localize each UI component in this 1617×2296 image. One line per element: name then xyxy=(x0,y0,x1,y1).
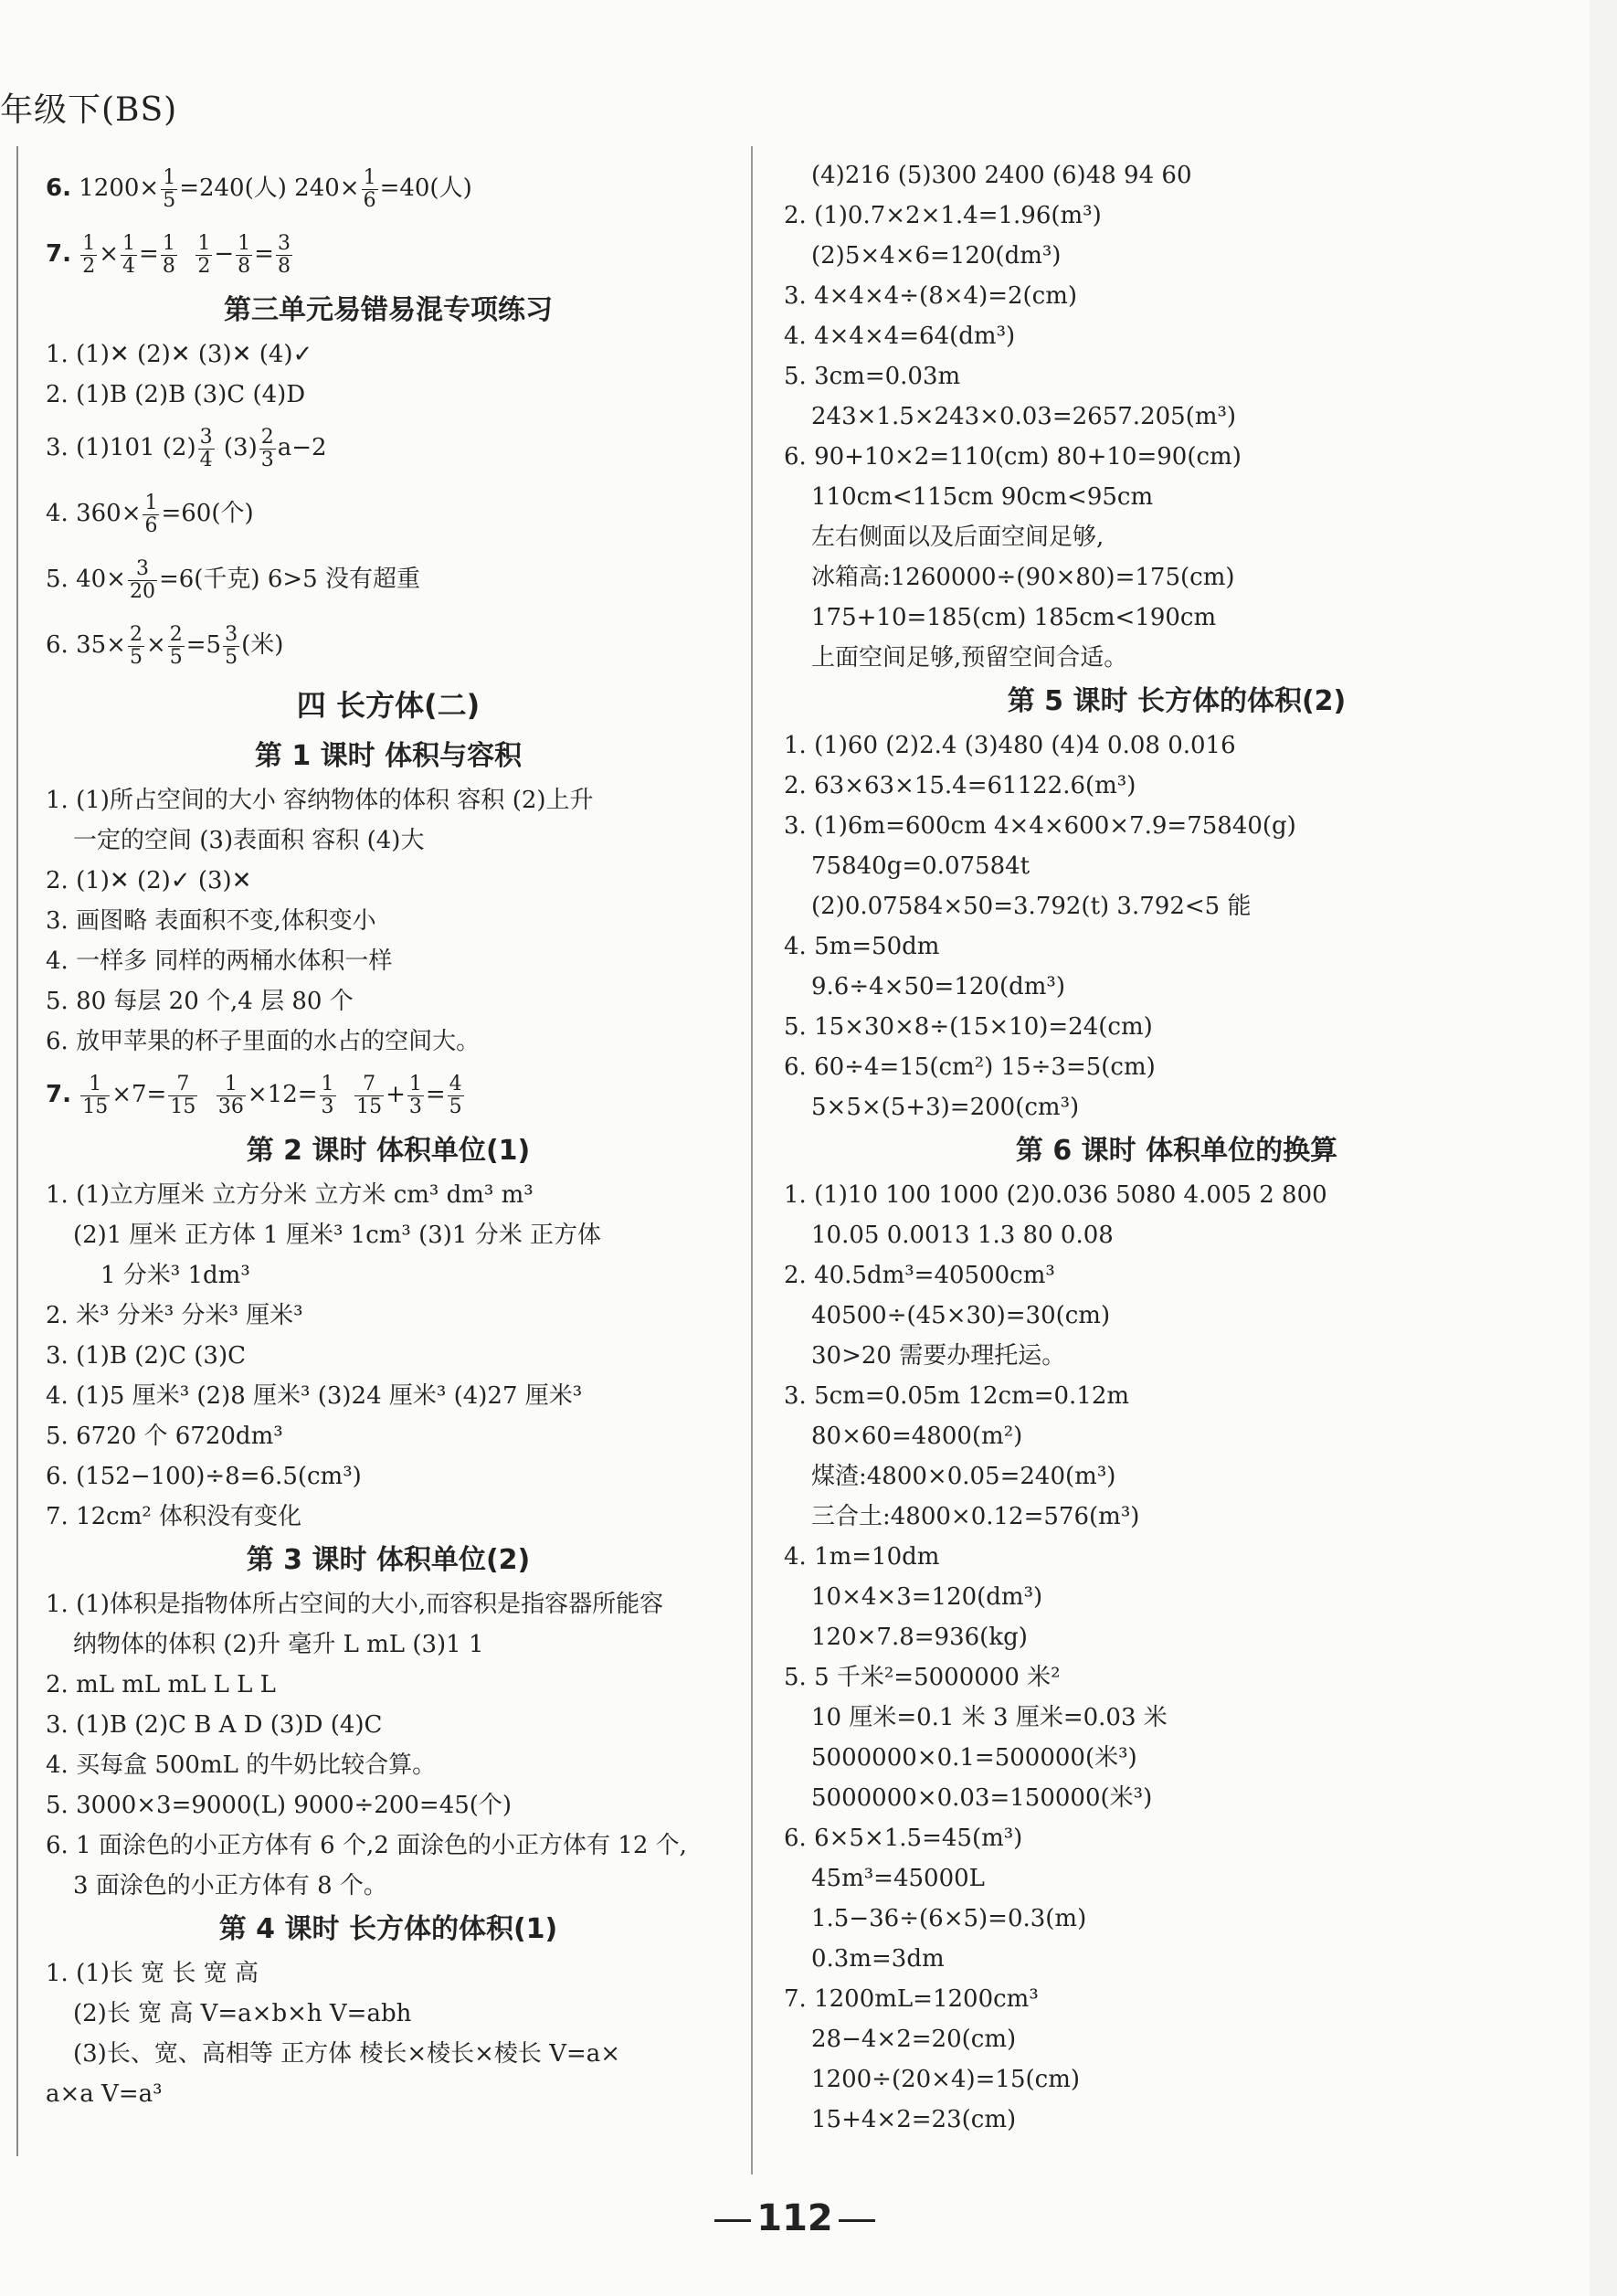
fraction: $\frac{1}{6}$ xyxy=(363,165,376,212)
answer-line: 1. (1)体积是指物体所占空间的大小,而容积是指容器所能容 xyxy=(46,1591,664,1618)
fraction: $\frac{3}{8}$ xyxy=(277,231,291,278)
answer-line: 2. (1)0.7×2×1.4=1.96(m³) xyxy=(784,202,1102,229)
answer-line: 煤渣:4800×0.05=240(m³) xyxy=(811,1463,1116,1490)
fraction: $\frac{1}{5}$ xyxy=(163,165,176,212)
answer-line: (2)0.07584×50=3.792(t) 3.792<5 能 xyxy=(811,893,1252,920)
answer-line: 4. 买每盒 500mL 的牛奶比较合算。 xyxy=(46,1751,437,1779)
answer-line: 6. 6×5×1.5=45(m³) xyxy=(784,1825,1023,1852)
answer-line: 5. 80 每层 20 个,4 层 80 个 xyxy=(46,988,354,1015)
answer-line: 28−4×2=20(cm) xyxy=(811,2026,1017,2053)
answer-line: 15+4×2=23(cm) xyxy=(811,2106,1017,2133)
fraction: $\frac{1}{6}$ xyxy=(144,491,158,537)
answer-line: 1. (1)✕ (2)✕ (3)✕ (4)✓ xyxy=(46,341,313,368)
fraction: $\frac{7}{15}$ xyxy=(170,1072,196,1118)
answer-line: 5×5×(5+3)=200(cm³) xyxy=(811,1094,1080,1121)
answer-line: 2. mL mL mL L L L xyxy=(46,1671,276,1698)
fraction: $\frac{2}{5}$ xyxy=(129,622,143,669)
answer-line: 1. (1)所占空间的大小 容纳物体的体积 容积 (2)上升 xyxy=(46,787,594,814)
answer-line: 4. 360× $\frac{1}{6}$ =60(个) xyxy=(46,491,254,537)
answer-line: 45m³=45000L xyxy=(811,1865,985,1892)
answer-line: 左右侧面以及后面空间足够, xyxy=(811,524,1104,551)
fraction: $\frac{1}{8}$ xyxy=(238,231,251,278)
section-title: 第 2 课时 体积单位(1) xyxy=(246,1135,531,1167)
answer-line: 1 分米³ 1dm³ xyxy=(100,1262,250,1289)
fraction: $\frac{2}{3}$ xyxy=(260,425,274,471)
page-header: 年级下(BS) xyxy=(0,91,178,129)
answer-line: 6. 60÷4=15(cm²) 15÷3=5(cm) xyxy=(784,1053,1156,1081)
fraction: $\frac{1}{15}$ xyxy=(82,1072,109,1118)
answer-line: 120×7.8=936(kg) xyxy=(811,1624,1028,1651)
answer-line: 10×4×3=120(dm³) xyxy=(811,1583,1043,1611)
answer-line: 6. 1 面涂色的小正方体有 6 个,2 面涂色的小正方体有 12 个, xyxy=(46,1832,687,1859)
answer-line: 1. (1)长 宽 长 宽 高 xyxy=(46,1960,259,1987)
answer-line: 3. (1)B (2)C (3)C xyxy=(46,1342,246,1370)
fraction: $\frac{1}{3}$ xyxy=(321,1072,334,1118)
left-margin-rule xyxy=(16,146,18,2156)
answer-line: 30>20 需要办理托运。 xyxy=(811,1342,1066,1370)
fraction: $\frac{1}{3}$ xyxy=(408,1072,422,1118)
answer-line: 75840g=0.07584t xyxy=(811,852,1030,880)
answer-line: 2. (1)B (2)B (3)C (4)D xyxy=(46,381,306,408)
answer-line: 2. 40.5dm³=40500cm³ xyxy=(784,1262,1055,1289)
answer-line: 5. 3000×3=9000(L) 9000÷200=45(个) xyxy=(46,1792,513,1819)
answer-line: 3. 4×4×4÷(8×4)=2(cm) xyxy=(784,282,1078,310)
answer-line: 5000000×0.03=150000(米³) xyxy=(811,1784,1153,1812)
answer-line: 7. 12cm² 体积没有变化 xyxy=(46,1503,302,1530)
answer-line: 175+10=185(cm) 185cm<190cm xyxy=(811,604,1217,631)
chapter-title: 四 长方体(二) xyxy=(296,688,481,723)
fraction: $\frac{1}{8}$ xyxy=(162,231,175,278)
answer-line: 80×60=4800(m²) xyxy=(811,1423,1023,1450)
answer-line: 2. 63×63×15.4=61122.6(m³) xyxy=(784,772,1136,799)
section-title: 第 4 课时 长方体的体积(1) xyxy=(218,1913,558,1945)
answer-line: 上面空间足够,预留空间合适。 xyxy=(811,644,1128,672)
fraction: $\frac{1}{4}$ xyxy=(122,231,136,278)
answer-line: (3)长、宽、高相等 正方体 棱长×棱长×棱长 V=a× xyxy=(73,2040,621,2068)
answer-line: 7. $\frac{1}{2}$ × $\frac{1}{4}$ = $\frac{1}{8}$ $\frac{1}{2}$ − $\frac{1}{8}$ = $\frac{3}{8}$ xyxy=(46,231,291,278)
page-number: 112 xyxy=(0,2197,1590,2239)
answer-line: 40500÷(45×30)=30(cm) xyxy=(811,1302,1111,1329)
answer-line: 9.6÷4×50=120(dm³) xyxy=(811,973,1065,1000)
answer-line: 1.5−36÷(6×5)=0.3(m) xyxy=(811,1905,1087,1932)
answer-line: 一定的空间 (3)表面积 容积 (4)大 xyxy=(73,827,425,854)
right-column xyxy=(784,155,1569,2140)
answer-line: 5000000×0.1=500000(米³) xyxy=(811,1744,1137,1772)
answer-line: 2. 米³ 分米³ 分米³ 厘米³ xyxy=(46,1302,303,1329)
fraction: $\frac{1}{36}$ xyxy=(217,1072,244,1118)
answer-line: (2)5×4×6=120(dm³) xyxy=(811,242,1062,270)
answer-line: (2)1 厘米 正方体 1 厘米³ 1cm³ (3)1 分米 正方体 xyxy=(73,1222,602,1249)
answer-line: 3. (1)B (2)C B A D (3)D (4)C xyxy=(46,1711,383,1739)
answer-line: 7. $\frac{1}{15}$ ×7= $\frac{7}{15}$ $\frac{1}{36}$ ×12= $\frac{1}{3}$ $\frac{7}{15}$ + $\frac{1}{3}$ = $\frac{4}{5}$ xyxy=(46,1072,462,1118)
answer-line: 6. 90+10×2=110(cm) 80+10=90(cm) xyxy=(784,443,1242,471)
answer-line: 5. 5 千米²=5000000 米² xyxy=(784,1664,1061,1691)
answer-line: 10.05 0.0013 1.3 80 0.08 xyxy=(811,1222,1114,1249)
answer-line: 三合土:4800×0.12=576(m³) xyxy=(811,1503,1140,1530)
answer-line: 5. 15×30×8÷(15×10)=24(cm) xyxy=(784,1013,1153,1041)
answer-line: a×a V=a³ xyxy=(46,2080,163,2108)
answer-line: 7. 1200mL=1200cm³ xyxy=(784,1985,1039,2013)
answer-line: 6. 1200× $\frac{1}{5}$ =240(人) 240× $\frac{1}{6}$ =40(人) xyxy=(46,165,472,212)
answer-line: (4)216 (5)300 2400 (6)48 94 60 xyxy=(811,162,1192,189)
section-title: 第 3 课时 体积单位(2) xyxy=(246,1544,531,1576)
answer-line: 2. (1)✕ (2)✓ (3)✕ xyxy=(46,867,252,894)
answer-line: 4. 4×4×4=64(dm³) xyxy=(784,323,1016,350)
answer-line: 纳物体的体积 (2)升 毫升 L mL (3)1 1 xyxy=(73,1631,484,1658)
fraction: $\frac{3}{4}$ xyxy=(199,425,213,471)
section-title: 第三单元易错易混专项练习 xyxy=(224,294,553,326)
answer-line: 1. (1)10 100 1000 (2)0.036 5080 4.005 2 800 xyxy=(784,1181,1327,1209)
answer-line: 10 厘米=0.1 米 3 厘米=0.03 米 xyxy=(811,1704,1168,1731)
fraction: $\frac{3}{20}$ xyxy=(129,556,155,603)
answer-line: 1200÷(20×4)=15(cm) xyxy=(811,2066,1081,2093)
answer-line: 5. 6720 个 6720dm³ xyxy=(46,1423,283,1450)
answer-line: 5. 3cm=0.03m xyxy=(784,363,961,390)
answer-line: 3. 5cm=0.05m 12cm=0.12m xyxy=(784,1382,1130,1410)
section-title: 第 6 课时 体积单位的换算 xyxy=(1015,1135,1338,1167)
answer-line: 243×1.5×243×0.03=2657.205(m³) xyxy=(811,403,1237,430)
answer-line: 6. 放甲苹果的杯子里面的水占的空间大。 xyxy=(46,1028,481,1055)
left-column xyxy=(46,155,731,2114)
answer-line: 4. (1)5 厘米³ (2)8 厘米³ (3)24 厘米³ (4)27 厘米³ xyxy=(46,1382,583,1410)
section-title: 第 1 课时 体积与容积 xyxy=(254,740,523,772)
answer-line: 1. (1)立方厘米 立方分米 立方米 cm³ dm³ m³ xyxy=(46,1181,534,1209)
answer-line: (2)长 宽 高 V=a×b×h V=abh xyxy=(73,2000,412,2027)
answer-line: 3 面涂色的小正方体有 8 个。 xyxy=(73,1872,387,1899)
answer-line: 1. (1)60 (2)2.4 (3)480 (4)4 0.08 0.016 xyxy=(784,732,1236,759)
answer-line: 4. 一样多 同样的两桶水体积一样 xyxy=(46,947,393,975)
answer-line: 0.3m=3dm xyxy=(811,1945,945,1973)
fraction: $\frac{2}{5}$ xyxy=(169,622,183,669)
fraction: $\frac{7}{15}$ xyxy=(356,1072,383,1118)
fraction: $\frac{3}{5}$ xyxy=(225,622,238,669)
answer-line: 6. (152−100)÷8=6.5(cm³) xyxy=(46,1463,362,1490)
answer-line: 110cm<115cm 90cm<95cm xyxy=(811,483,1154,511)
fraction: $\frac{4}{5}$ xyxy=(449,1072,462,1118)
answer-line: 4. 1m=10dm xyxy=(784,1543,940,1571)
dash-decoration xyxy=(839,2219,875,2222)
answer-line: 5. 40× $\frac{3}{20}$ =6(千克) 6>5 没有超重 xyxy=(46,556,420,603)
column-divider xyxy=(751,146,753,2174)
dash-decoration xyxy=(714,2219,751,2222)
answer-line: 3. (1)101 (2) $\frac{3}{4}$ (3) $\frac{2}{3}$ a−2 xyxy=(46,425,327,471)
fraction: $\frac{1}{2}$ xyxy=(82,231,96,278)
answer-line: 6. 35× $\frac{2}{5}$ × $\frac{2}{5}$ =5 $\frac{3}{5}$ (米) xyxy=(46,622,284,669)
answer-line: 3. (1)6m=600cm 4×4×600×7.9=75840(g) xyxy=(784,812,1296,840)
section-title: 第 5 课时 长方体的体积(2) xyxy=(1007,685,1347,717)
answer-line: 3. 画图略 表面积不变,体积变小 xyxy=(46,907,376,935)
answer-line: 4. 5m=50dm xyxy=(784,933,940,960)
answer-line: 冰箱高:1260000÷(90×80)=175(cm) xyxy=(811,564,1235,591)
fraction: $\frac{1}{2}$ xyxy=(197,231,211,278)
